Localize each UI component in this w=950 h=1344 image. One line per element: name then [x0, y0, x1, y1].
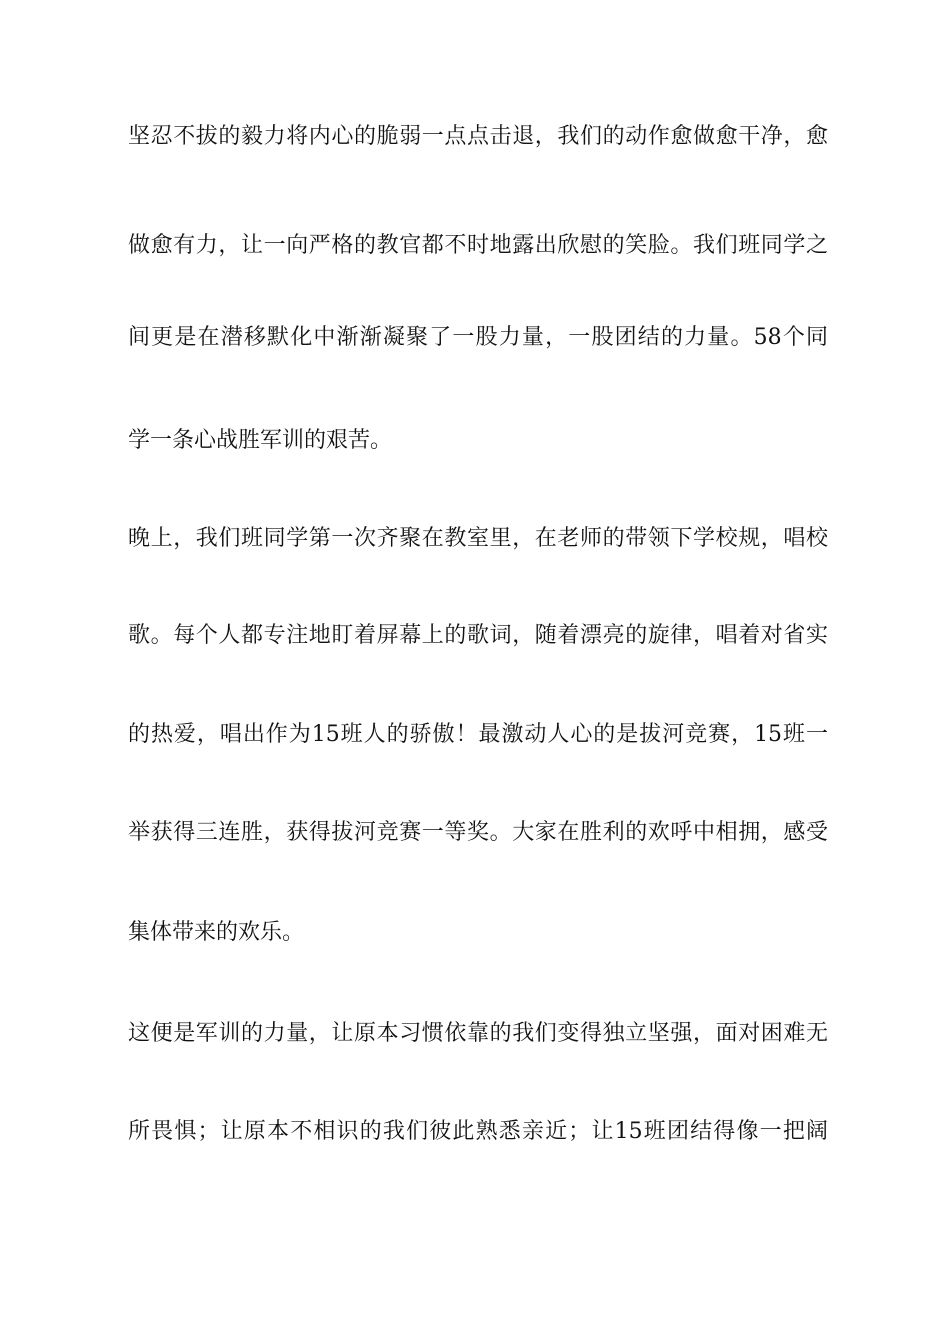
paragraph-2-line-3: 的热爱，唱出作为15班人的骄傲！最激动人心的是拔河竞赛，15班一 — [128, 722, 828, 747]
paragraph-1-line-2: 做愈有力，让一向严格的教官都不时地露出欣慰的笑脸。我们班同学之 — [128, 233, 828, 258]
paragraph-2-line-1: 晚上，我们班同学第一次齐聚在教室里，在老师的带领下学校规，唱校 — [128, 526, 828, 551]
paragraph-1-line-3: 间更是在潜移默化中渐渐凝聚了一股力量，一股团结的力量。58个同 — [128, 325, 828, 350]
paragraph-3-line-2: 所畏惧；让原本不相识的我们彼此熟悉亲近；让15班团结得像一把阔 — [128, 1119, 828, 1144]
paragraph-3-line-1: 这便是军训的力量，让原本习惯依靠的我们变得独立坚强，面对困难无 — [128, 1021, 828, 1046]
paragraph-1-line-4: 学一条心战胜军训的艰苦。 — [128, 428, 393, 453]
paragraph-2-line-2: 歌。每个人都专注地盯着屏幕上的歌词，随着漂亮的旋律，唱着对省实 — [128, 623, 828, 648]
paragraph-2-line-5: 集体带来的欢乐。 — [128, 920, 305, 945]
paragraph-2-line-4: 举获得三连胜，获得拔河竞赛一等奖。大家在胜利的欢呼中相拥，感受 — [128, 820, 828, 845]
paragraph-1-line-1: 坚忍不拔的毅力将内心的脆弱一点点击退，我们的动作愈做愈干净，愈 — [128, 124, 828, 149]
